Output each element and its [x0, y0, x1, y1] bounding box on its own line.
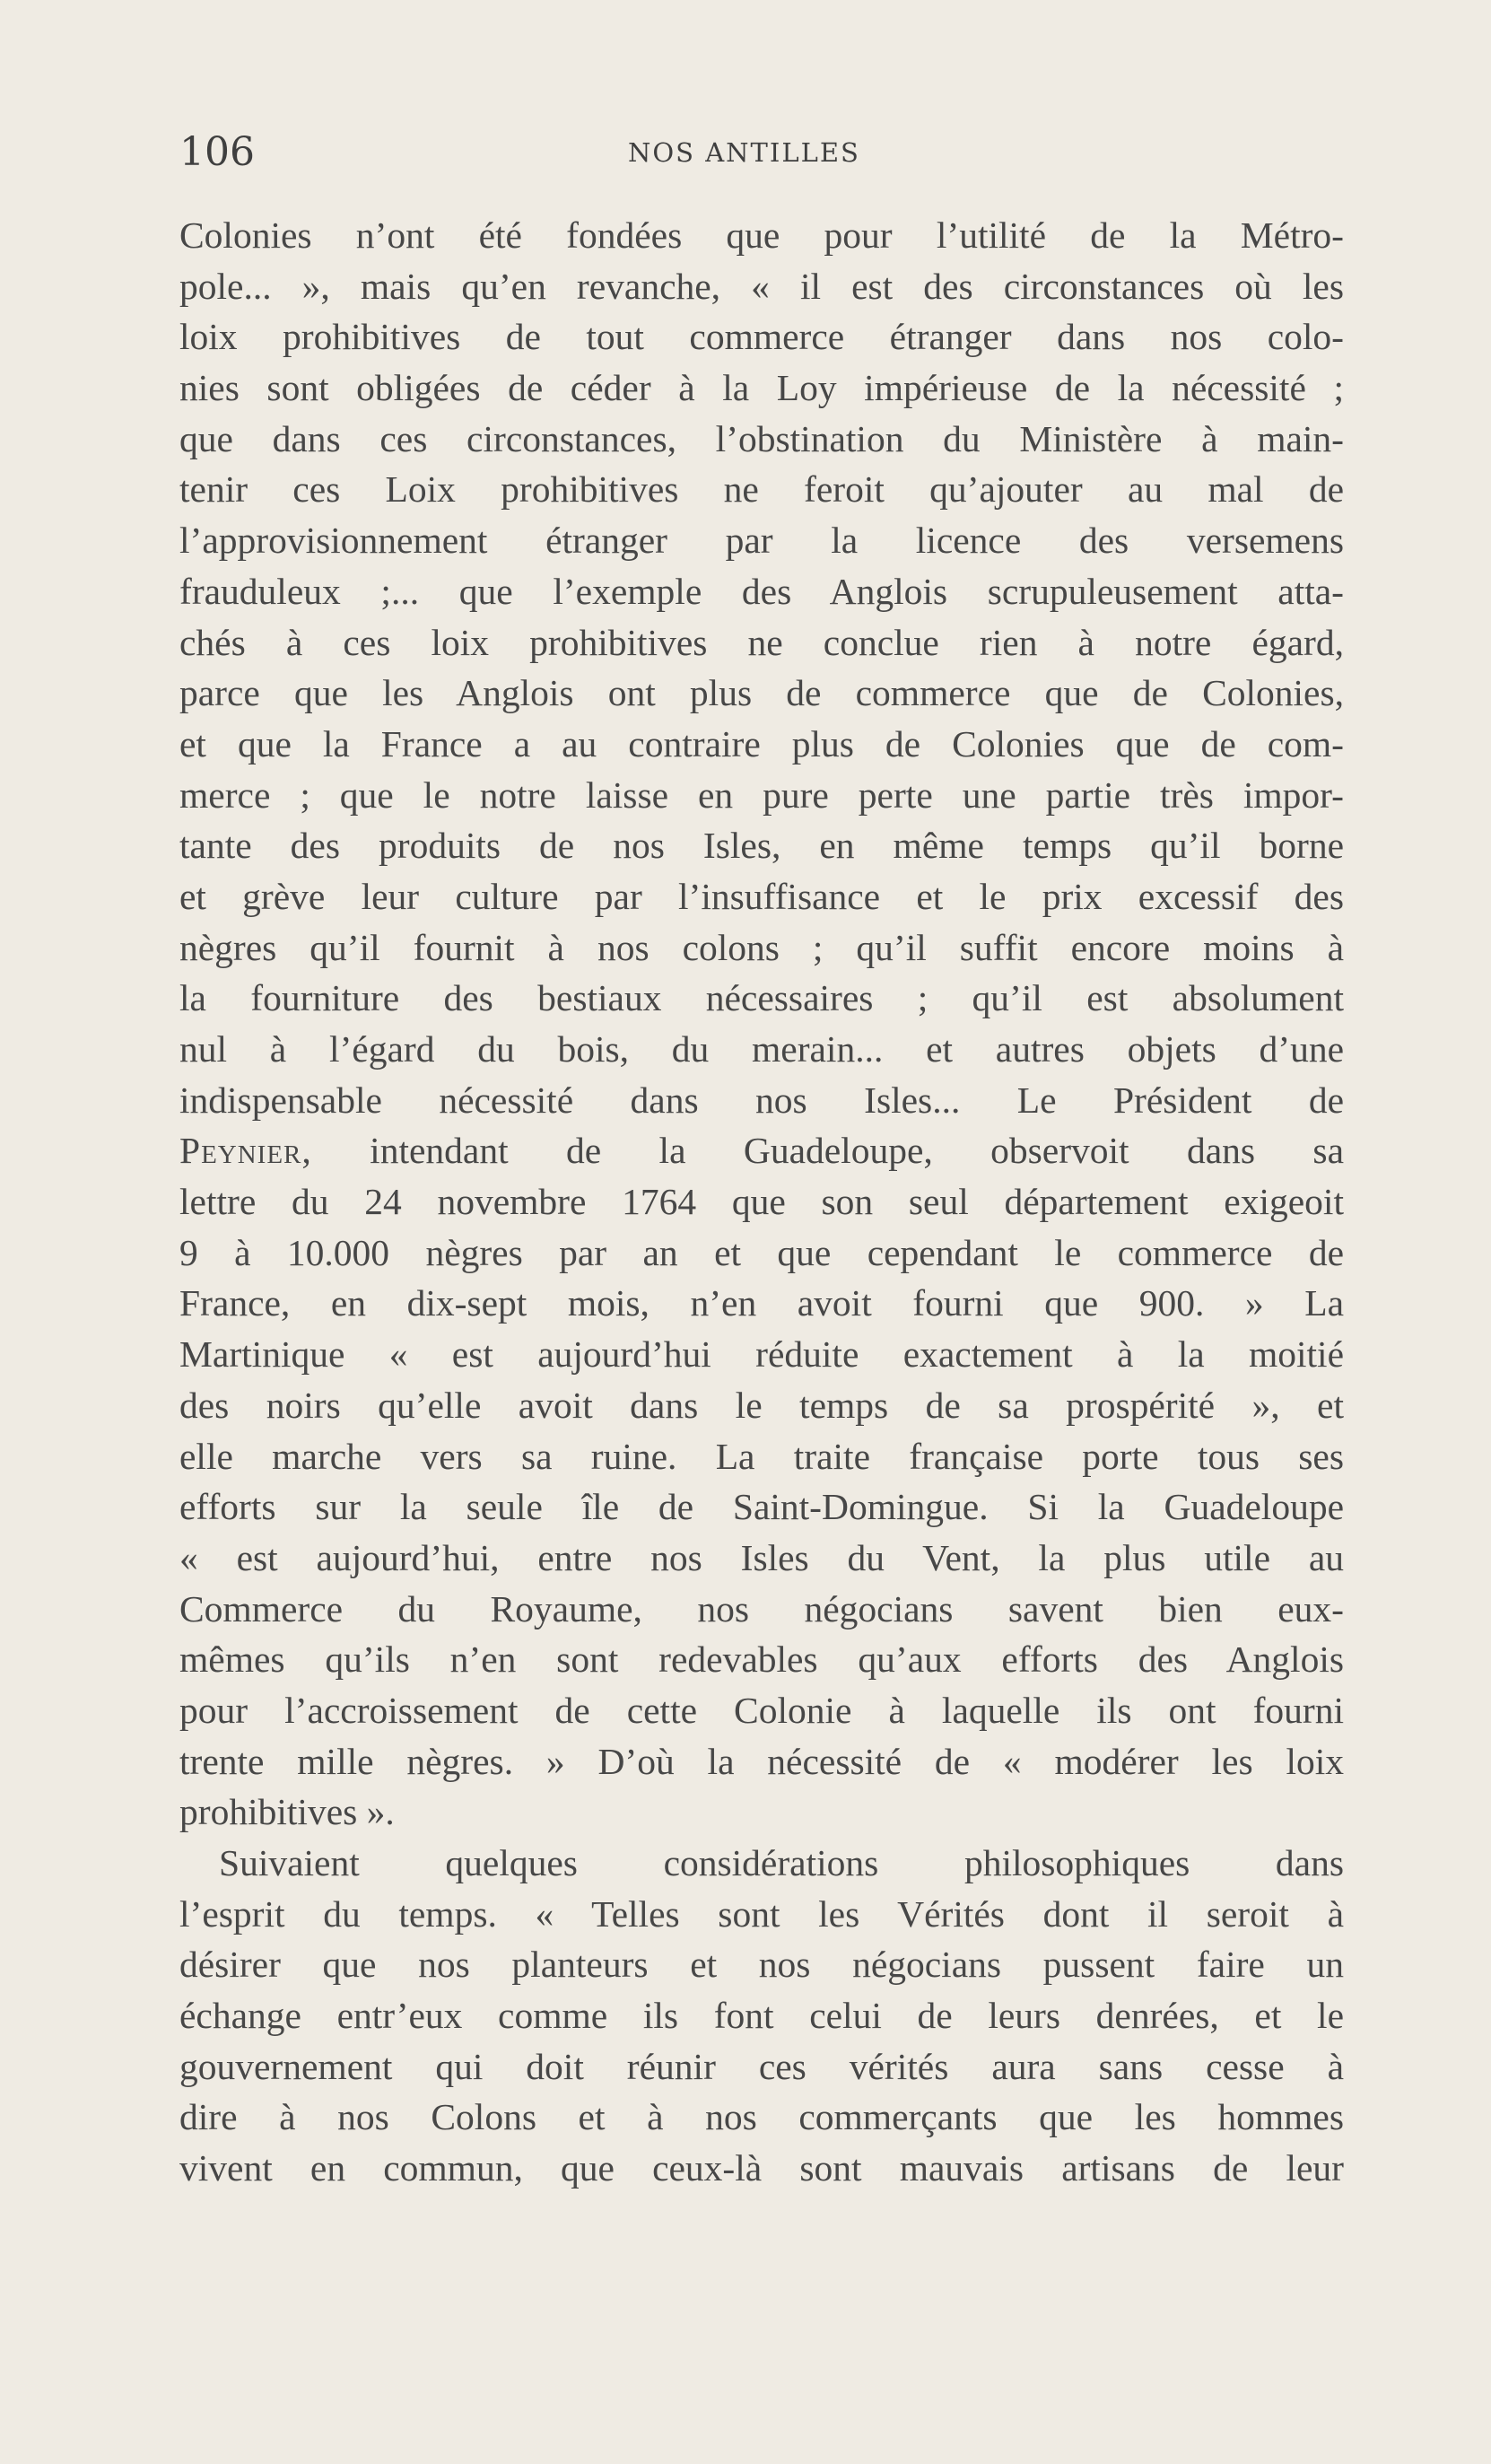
text-line: frauduleux ;... que l’exemple des Anglois scrupuleusement atta- — [179, 570, 1344, 612]
text-line: des noirs qu’elle avoit dans le temps de sa prospérité », et — [179, 1384, 1344, 1426]
text-line: lettre du 24 novembre 1764 que son seul département exigeoit — [179, 1181, 1344, 1223]
person-name: Peynier, — [179, 1130, 312, 1172]
text-line: gouvernement qui doit réunir ces vérités aura sans cesse à — [179, 2045, 1344, 2087]
text-line: « est aujourd’hui, entre nos Isles du Vent, la plus utile au — [179, 1536, 1344, 1578]
text-line: tante des produits de nos Isles, en même temps qu’il borne — [179, 825, 1344, 867]
text-line-with-name — [179, 1125, 1344, 1176]
body-text — [179, 210, 1344, 2194]
text-line: Suivaient quelques considérations philosophiques dans — [219, 1842, 1344, 1883]
text-line: nul à l’égard du bois, du merain... et autres objets d’une — [179, 1028, 1344, 1070]
text-line: 9 à 10.000 nègres par an et que cependant le commerce de — [179, 1231, 1344, 1273]
text-line: prohibitives ». — [179, 1791, 395, 1833]
page-header — [179, 126, 1346, 179]
text-line: merce ; que le notre laisse en pure perte une partie très impor- — [179, 773, 1344, 816]
text-line-rest: intendant de la Guadeloupe, observoit dans sa — [370, 1130, 1344, 1172]
text-line: désirer que nos planteurs et nos négocians pussent faire un — [179, 1944, 1344, 1986]
text-line: tenir ces Loix prohibitives ne feroit qu’ajouter au mal de — [179, 468, 1344, 511]
text-line: France, en dix-sept mois, n’en avoit fourni que 900. » La — [179, 1282, 1344, 1324]
text-line: mêmes qu’ils n’en sont redevables qu’aux efforts des Anglois — [179, 1638, 1344, 1681]
text-line: nègres qu’il fournit à nos colons ; qu’il suffit encore moins à — [179, 926, 1344, 968]
text-line: l’approvisionnement étranger par la licence des versemens — [179, 520, 1344, 562]
text-line: elle marche vers sa ruine. La traite française porte tous ses — [179, 1435, 1344, 1477]
text-line: et que la France a au contraire plus de Colonies que de com- — [179, 722, 1344, 765]
text-line: efforts sur la seule île de Saint-Domingue. Si la Guadeloupe — [179, 1486, 1344, 1528]
text-line: nies sont obligées de céder à la Loy impérieuse de la nécessité ; — [179, 367, 1344, 409]
text-line: vivent en commun, que ceux-là sont mauvais artisans de leur — [179, 2147, 1344, 2189]
text-line: la fourniture des bestiaux nécessaires ; qu’il est absolument — [179, 977, 1344, 1019]
text-line: que dans ces circonstances, l’obstination du Ministère à main- — [179, 417, 1344, 459]
text-line: et grève leur culture par l’insuffisance et le prix excessif des — [179, 875, 1344, 917]
text-line: loix prohibitives de tout commerce étranger dans nos colo- — [179, 316, 1344, 358]
text-line: parce que les Anglois ont plus de commerce que de Colonies, — [179, 672, 1344, 714]
text-line: Commerce du Royaume, nos négocians savent bien eux- — [179, 1587, 1344, 1630]
text-line: pole... », mais qu’en revanche, « il est des circonstances où les — [179, 265, 1344, 307]
text-line: Martinique « est aujourd’hui réduite exactement à la moitié — [179, 1333, 1344, 1376]
text-line: pour l’accroissement de cette Colonie à laquelle ils ont fourni — [179, 1689, 1344, 1731]
text-line: l’esprit du temps. « Telles sont les Vérités dont il seroit à — [179, 1892, 1344, 1935]
text-line: indispensable nécessité dans nos Isles... Le Président de — [179, 1079, 1344, 1121]
text-line: trente mille nègres. » D’où la nécessité de « modérer les loix — [179, 1740, 1344, 1782]
text-line: chés à ces loix prohibitives ne conclue rien à notre égard, — [179, 621, 1344, 663]
page-number: 106 — [179, 129, 255, 175]
text-line: dire à nos Colons et à nos commerçants que les hommes — [179, 2096, 1344, 2138]
running-title: NOS ANTILLES — [628, 137, 860, 168]
text-line: Colonies n’ont été fondées que pour l’utilité de la Métro- — [179, 214, 1344, 256]
text-line: échange entr’eux comme ils font celui de leurs denrées, et le — [179, 1995, 1344, 2037]
